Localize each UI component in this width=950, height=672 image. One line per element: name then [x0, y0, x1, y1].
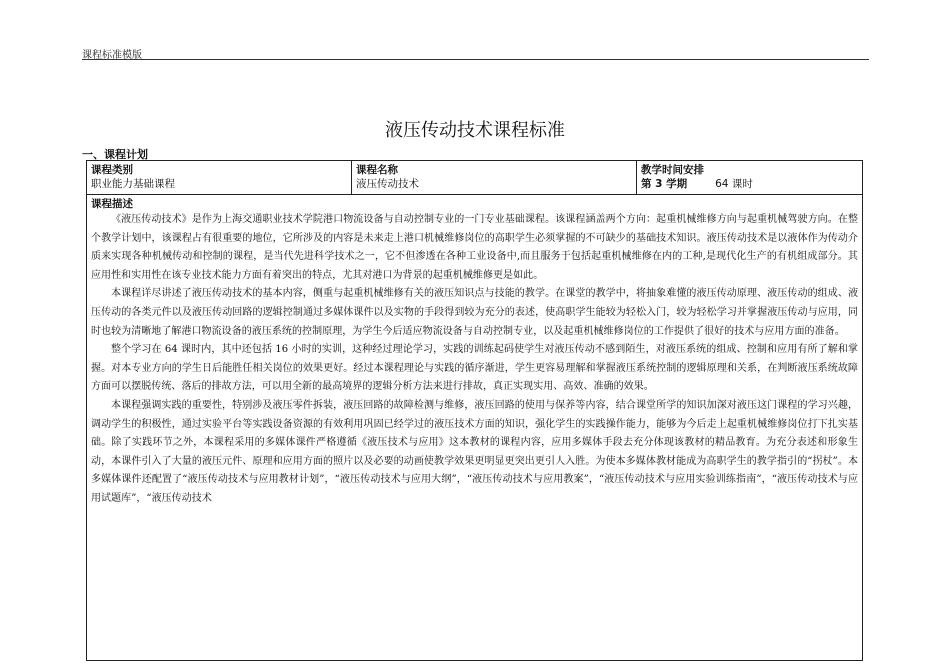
- course-description-label: 课程描述: [91, 198, 133, 210]
- schedule-cell: [637, 161, 863, 195]
- course-name-value: 液压传动技术: [356, 178, 419, 190]
- course-category-label: 课程类别: [91, 164, 133, 176]
- course-name-cell: [352, 161, 637, 195]
- course-info-row: [87, 161, 863, 195]
- course-description-row: [87, 195, 863, 661]
- schedule-term: 第 3 学期: [641, 178, 688, 190]
- schedule-label: 教学时间安排: [641, 164, 704, 176]
- description-paragraph-3: 整个学习在 64 课时内，其中还包括 16 小时的实训，这种经过理论学习，实践的训练起码使学生对液压传动不感到陌生，对液压系统的组成、控制和应用有所了解和掌握。对本专业方向的学生日后能胜任相关岗位的效果更好。经过本课程理论与实践的循序渐进，学生更容易理解和掌握液压系统控制的逻辑原理和关系，在判断液压系统故障方面可以摆脱传统、落后的排故方法，可以用全新的最高境界的逻辑分析方法来进行排故，真正实现实用、高效、准确的效果。: [91, 344, 858, 393]
- schedule-hours: 64 课时: [715, 178, 753, 190]
- description-paragraph-1: 《液压传动技术》是作为上海交通职业技术学院港口物流设备与自动控制专业的一门专业基础课程。该课程涵盖两个方向：起重机械维修方向与起重机械驾驶方向。在整个教学计划中，该课程占有很重要的地位，它所涉及的内容是未来走上港口机械维修岗位的高职学生必须掌握的不可缺少的基础技术知识。液压传动技术是以液体作为传动介质来实现各种机械传动和控制的课程，是当代先进科学技术之一，它不但渗透在各种工业设备中,而且服务于包括起重机械维修在内的工种,是现代化生产的有机组成部分。其应用性和实用性在该专业技术能力方面有着突出的特点，尤其对港口为背景的起重机械维修更是如此。: [91, 214, 858, 281]
- header-divider: [82, 59, 869, 60]
- description-paragraph-2: 本课程详尽讲述了液压传动技术的基本内容，侧重与起重机械维修有关的液压知识点与技能的教学。在课堂的教学中，将抽象难懂的液压传动原理、液压传动的组成、液压传动的各类元件以及液压传动回路的逻辑控制通过多媒体课件以及实物的手段得到较为充分的表述，使高职学生能较为轻松入门，较为轻松学习并掌握液压传动与应用，同时也较为清晰地了解港口物流设备的液压系统的控制原理，为学生今后适应物流设备与自动控制专业，以及起重机械维修岗位的工作提供了很好的技术与应用方面的准备。: [91, 288, 858, 337]
- course-name-label: 课程名称: [356, 164, 398, 176]
- course-category-value: 职业能力基础课程: [91, 178, 175, 190]
- schedule-value: [641, 177, 858, 191]
- course-category-cell: [87, 161, 352, 195]
- document-title: 液压传动技术课程标准: [385, 120, 565, 141]
- description-paragraph-4: 本课程强调实践的重要性，特别涉及液压零件拆装，液压回路的故障检测与维修，液压回路的使用与保养等内容，结合课堂所学的知识加深对液压这门课程的学习兴趣，调动学生的积极性，通过实验平台等实践设备资源的有效利用巩固已经学过的液压技术方面的知识，强化学生的实践操作能力，能够为今后走上起重机械维修岗位打下扎实基础。除了实践环节之外，本课程采用的多媒体课件严格遵循《液压技术与应用》这本教材的课程内容，应用多媒体手段去充分体现该教材的精品教育。为充分表述和形象生动，本课件引入了大量的液压元件、原理和应用方面的照片以及必要的动画使教学效果更明显更突出更引人入胜。为使本多媒体教材能成为高职学生的教学指引的“拐杖”。本多媒体课件还配置了“液压传动技术与应用教材计划”，“液压传动技术与应用大纲”，“液压传动技术与应用教案”，“液压传动技术与应用实验训练指南”，“液压传动技术与应用试题库”，“液压传动技术: [91, 399, 858, 504]
- course-plan-table: [86, 160, 863, 661]
- course-description-cell: [87, 195, 863, 661]
- page-header-text: 课程标准模版: [82, 50, 142, 61]
- section-heading-course-plan: 一、课程计划: [82, 148, 148, 161]
